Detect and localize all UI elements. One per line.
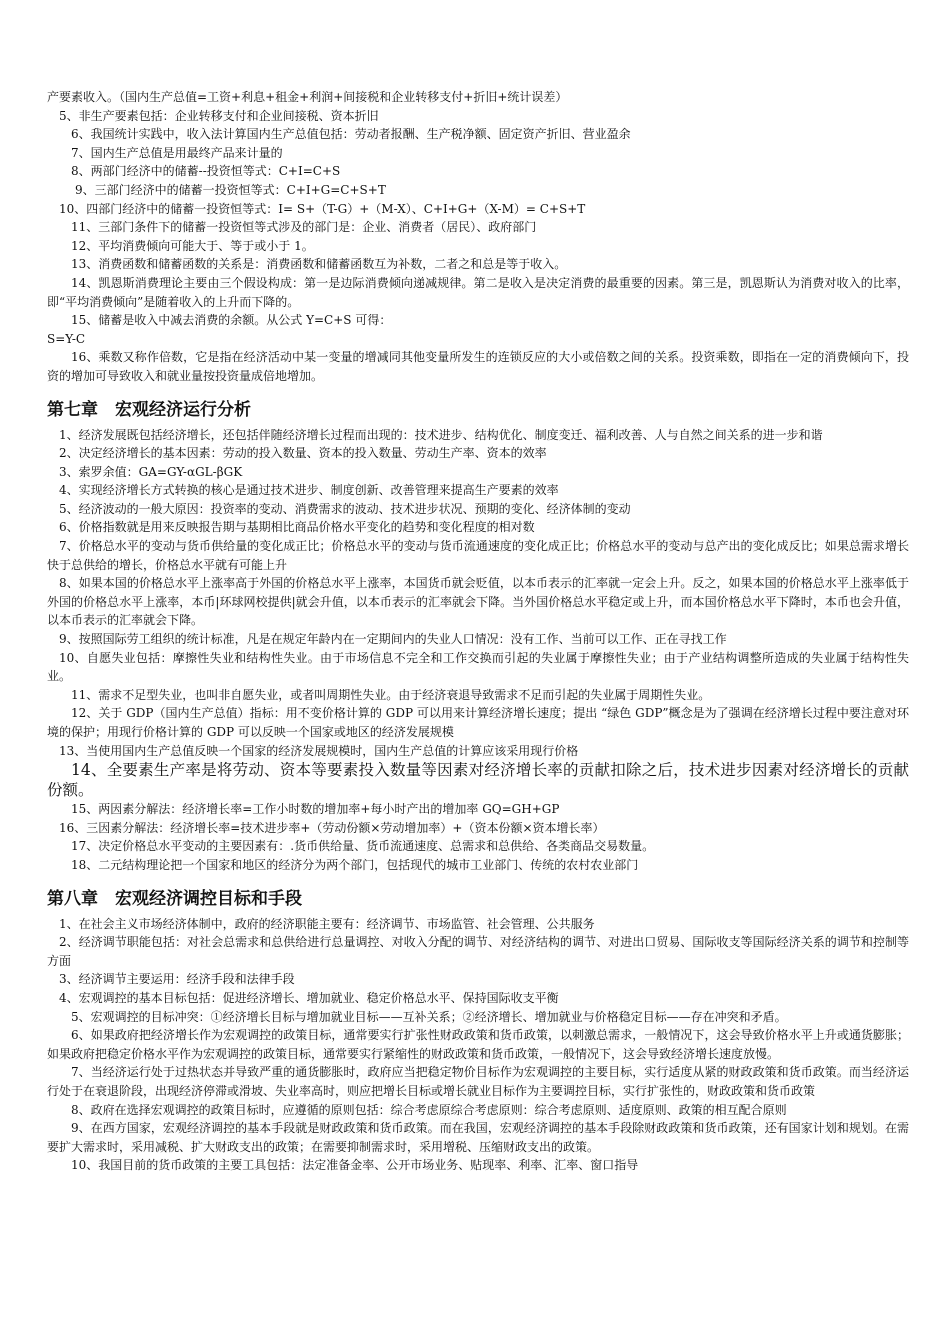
chapter-8-title: 第八章 宏观经济调控目标和手段	[47, 888, 302, 909]
ch8-item-8: 8、政府在选择宏观调控的政策目标时，应遵循的原则包括：综合考虑原综合考虑原则：综合考虑原则、适度原则、政策的相互配合原则	[71, 1102, 787, 1117]
intro-item-10: 10、四部门经济中的储蓄一投资恒等式：I= S+（T-G）+（M-X）、C+I+G+（X-M）= C+S+T	[59, 201, 586, 216]
intro-item-14: 14、凯恩斯消费理论主要由三个假设构成：第一是边际消费倾向递减规律。第二是收入是决定消费的最重要的因素。第三是，凯恩斯认为消费对收入的比率，即“平均消费倾向”是随着收入的上升而下降的。	[47, 275, 909, 309]
ch7-item-3: 3、索罗余值：GA=GY-αGL-βGK	[59, 464, 243, 479]
ch8-item-6: 6、如果政府把经济增长作为宏观调控的政策目标，通常要实行扩张性财政政策和货币政策，以刺激总需求，一般情况下，这会导致价格水平上升或通货膨胀；如果政府把稳定价格水平作为宏观调控的政策目标，通常要实行紧缩性的财政政策和货币政策，一般情况下，这会导致经济增长速度放慢。	[47, 1028, 909, 1061]
ch7-item-17: 17、决定价格总水平变动的主要因素有：.货币供给量、货币流通速度、总需求和总供给、各类商品交易数量。	[71, 839, 655, 854]
ch7-item-18: 18、二元结构理论把一个国家和地区的经济分为两个部门，包括现代的城市工业部门、传统的农村农业部门	[71, 857, 639, 872]
ch8-item-3: 3、经济调节主要运用：经济手段和法律手段	[59, 972, 295, 987]
ch7-item-5: 5、经济波动的一般大原因：投资率的变动、消费需求的波动、技术进步状况、预期的变化、经济体制的变动	[59, 501, 631, 516]
ch7-item-2: 2、决定经济增长的基本因素：劳动的投入数量、资本的投入数量、劳动生产率、资本的效率	[59, 446, 547, 461]
ch7-item-13: 13、当使用国内生产总值反映一个国家的经济发展规模时，国内生产总值的计算应该采用现行价格	[59, 743, 579, 758]
ch7-item-6: 6、价格指数就是用来反映报告期与基期相比商品价格水平变化的趋势和变化程度的相对数	[59, 520, 535, 535]
ch8-item-1: 1、在社会主义市场经济体制中，政府的经济职能主要有：经济调节、市场监管、社会管理、公共服务	[59, 916, 595, 931]
intro-item-7: 7、国内生产总值是用最终产品来计量的	[71, 145, 283, 160]
intro-item-9: 9、三部门经济中的储蓄一投资恒等式：C+I+G=C+S+T	[75, 182, 386, 197]
ch8-item-10: 10、我国目前的货币政策的主要工具包括：法定准备金率、公开市场业务、贴现率、利率、汇率、窗口指导	[71, 1158, 639, 1173]
ch8-item-4: 4、宏观调控的基本目标包括：促进经济增长、增加就业、稳定价格总水平、保持国际收支平衡	[59, 990, 559, 1005]
ch7-item-8: 8、如果本国的价格总水平上涨率高于外国的价格总水平上涨率，本国货币就会贬值，以本币表示的汇率就一定会上升。反之，如果本国的价格总水平上涨率低于外国的价格总水平上涨率，本币|环球网校提供|就会升值，以本币表示的汇率就会下降。当外国价格总水平稳定或上升，而本国价格总水平下降时，本币也会升值，以本币表示的汇率就会下降。	[47, 576, 909, 628]
chapter-7-title: 第七章 宏观经济运行分析	[47, 399, 251, 420]
ch7-item-11: 11、需求不足型失业，也叫非自愿失业，或者叫周期性失业。由于经济衰退导致需求不足而引起的失业属于周期性失业。	[71, 687, 711, 702]
ch7-item-7: 7、价格总水平的变动与货币供给量的变化成正比；价格总水平的变动与货币流通速度的变化成正比；价格总水平的变动与总产出的变化成反比；如果总需求增长快于总供给的增长，价格总水平就有可能上升	[47, 539, 909, 572]
intro-item-5: 5、非生产要素包括：企业转移支付和企业间接税、资本折旧	[59, 108, 379, 123]
intro-item-11: 11、三部门条件下的储蓄一投资恒等式涉及的部门是：企业、消费者（居民）、政府部门	[71, 220, 537, 235]
intro-item-6: 6、我国统计实践中，收入法计算国内生产总值包括：劳动者报酬、生产税净额、固定资产折旧、营业盈余	[71, 127, 631, 142]
document-page	[47, 88, 909, 1175]
ch8-item-2: 2、经济调节职能包括：对社会总需求和总供给进行总量调控、对收入分配的调节、对经济结构的调节、对进出口贸易、国际收支等国际经济关系的调节和控制等方面	[47, 935, 909, 968]
ch7-item-15: 15、两因素分解法：经济增长率=工作小时数的增加率+每小时产出的增加率 GQ=GH+GP	[71, 802, 560, 817]
ch7-item-12: 12、关于 GDP（国内生产总值）指标：用不变价格计算的 GDP 可以用来计算经济增长速度；提出 “绿色 GDP”概念是为了强调在经济增长过程中要注意对环境的保护；用现行价格计算的 GDP 可以反映一个国家或地区的经济发展规模	[47, 706, 909, 739]
ch8-item-9: 9、在西方国家，宏观经济调控的基本手段就是财政政策和货币政策。而在我国，宏观经济调控的基本手段除财政政策和货币政策，还有国家计划和规划。在需要扩大需求时，采用减税、扩大财政支出的政策；在需要抑制需求时，采用增税、压缩财政支出的政策。	[47, 1121, 909, 1154]
ch8-item-5: 5、宏观调控的目标冲突：①经济增长目标与增加就业目标——互补关系；②经济增长、增加就业与价格稳定目标——存在冲突和矛盾。	[71, 1009, 787, 1024]
intro-item-12: 12、平均消费倾向可能大于、等于或小于 1。	[71, 238, 314, 253]
intro-item-8: 8、两部门经济中的储蓄--投资恒等式：C+I=C+S	[71, 164, 341, 179]
ch8-item-7: 7、当经济运行处于过热状态并导致严重的通货膨胀时，政府应当把稳定物价目标作为宏观调控的主要目标，实行适度从紧的财政政策和货币政策。而当经济运行处于在衰退阶段，出现经济停滞或滑坡、失业率高时，则应把增长目标或增长就业目标作为主要调控目标，实行扩张性的，财政政策和货币政策	[47, 1065, 909, 1098]
intro-line-1: 产要素收入。（国内生产总值=工资+利息+租金+利润+间接税和企业转移支付+折旧+统计误差）	[47, 90, 568, 104]
intro-formula: S=Y-C	[47, 331, 86, 346]
ch7-item-14: 14、全要素生产率是将劳动、资本等要素投入数量等因素对经济增长率的贡献扣除之后，技术进步因素对经济增长的贡献份额。	[47, 761, 909, 800]
ch7-item-4: 4、实现经济增长方式转换的核心是通过技术进步、制度创新、改善管理来提高生产要素的效率	[59, 483, 559, 498]
ch7-item-9: 9、按照国际劳工组织的统计标准，凡是在规定年龄内在一定期间内的失业人口情况：没有工作、当前可以工作、正在寻找工作	[59, 632, 727, 647]
intro-item-15: 15、储蓄是收入中减去消费的余额。从公式 Y=C+S 可得：	[71, 313, 392, 328]
intro-item-16: 16、乘数又称作倍数，它是指在经济活动中某一变量的增减同其他变量所发生的连锁反应的大小或倍数之间的关系。投资乘数，即指在一定的消费倾向下，投资的增加可导致收入和就业量按投资量成倍地增加。	[47, 350, 909, 383]
ch7-item-10: 10、自愿失业包括：摩擦性失业和结构性失业。由于市场信息不完全和工作交换而引起的失业属于摩擦性失业；由于产业结构调整所造成的失业属于结构性失业。	[47, 650, 909, 684]
ch7-item-1: 1、经济发展既包括经济增长，还包括伴随经济增长过程而出现的：技术进步、结构优化、制度变迁、福利改善、人与自然之间关系的进一步和谐	[59, 427, 823, 442]
ch7-item-16: 16、三因素分解法：经济增长率=技术进步率+（劳动份额×劳动增加率）+（资本份额×资本增长率）	[59, 820, 605, 835]
intro-item-13: 13、消费函数和储蓄函数的关系是：消费函数和储蓄函数互为补数，二者之和总是等于收入。	[71, 257, 567, 272]
